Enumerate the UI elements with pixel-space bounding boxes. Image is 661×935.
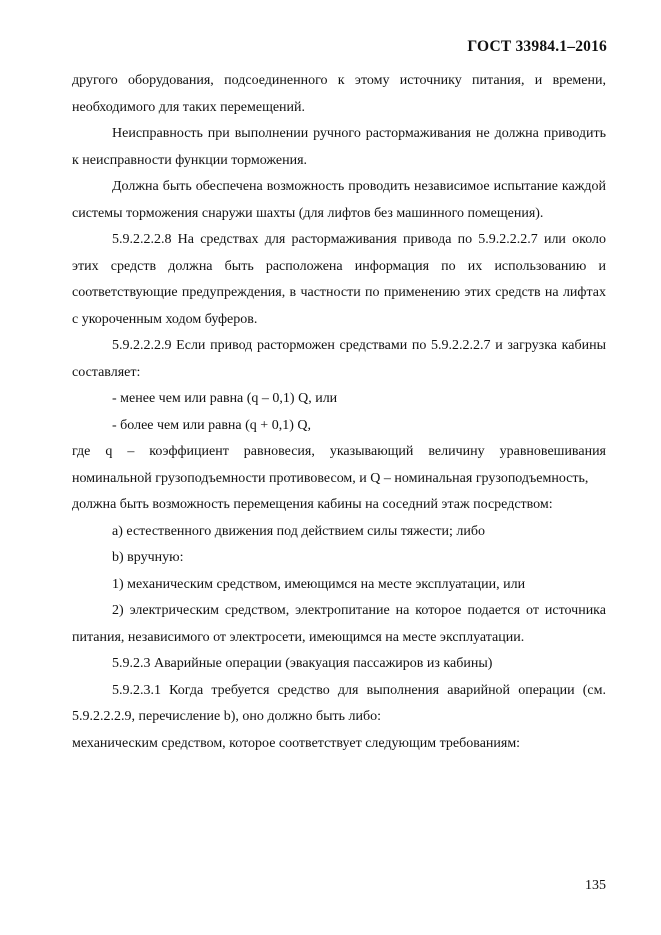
paragraph: другого оборудования, подсоединенного к этому источнику питания, и времени, необходимого для таких перемещений. (72, 73, 606, 115)
paragraph: должна быть возможность перемещения кабины на соседний этаж посредством: (72, 497, 553, 512)
paragraph: Должна быть обеспечена возможность проводить независимое испытание каждой системы торможения снаружи шахты (для лифтов без машинного помещения). (72, 179, 606, 221)
list-item: - более чем или равна (q + 0,1) Q, (112, 417, 311, 433)
paragraph: 5.9.2.2.2.9 Если привод расторможен средствами по 5.9.2.2.2.7 и загрузка кабины составляет: (72, 338, 606, 380)
paragraph: Неисправность при выполнении ручного растормаживания не должна приводить к неисправности функции торможения. (72, 126, 606, 168)
list-item: 1) механическим средством, имеющимся на месте эксплуатации, или (112, 576, 526, 592)
body-text (72, 68, 606, 757)
list-item: а) естественного движения под действием силы тяжести; либо (112, 523, 486, 539)
paragraph: механическим средством, которое соответствует следующим требованиям: (72, 735, 521, 751)
paragraph: 5.9.2.3.1 Когда требуется средство для выполнения аварийной операции (см. 5.9.2.2.2.9, перечисление b), оно должно быть либо: (72, 682, 606, 724)
list-item: b) вручную: (112, 550, 184, 565)
paragraph: 5.9.2.2.2.8 На средствах для растормаживания привода по 5.9.2.2.2.7 или около этих средств должна быть расположена информация по их использованию и соответствующие предупреждения, в частности по применению этих средств на лифтах с укороченным ходом буферов. (72, 232, 606, 327)
paragraph: где q – коэффициент равновесия, указывающий величину уравновешивания номинальной грузоподъемности противовесом, и Q – номинальная грузоподъемность, (72, 444, 606, 486)
list-item: 2) электрическим средством, электропитание на которое подается от источника питания, независимого от электросети, имеющимся на месте эксплуатации. (72, 603, 606, 645)
document-number: ГОСТ 33984.1–2016 (467, 38, 607, 55)
list-item: - менее чем или равна (q – 0,1) Q, или (112, 391, 338, 406)
page-number: 135 (585, 878, 606, 893)
section-heading: 5.9.2.3 Аварийные операции (эвакуация пассажиров из кабины) (112, 656, 493, 671)
